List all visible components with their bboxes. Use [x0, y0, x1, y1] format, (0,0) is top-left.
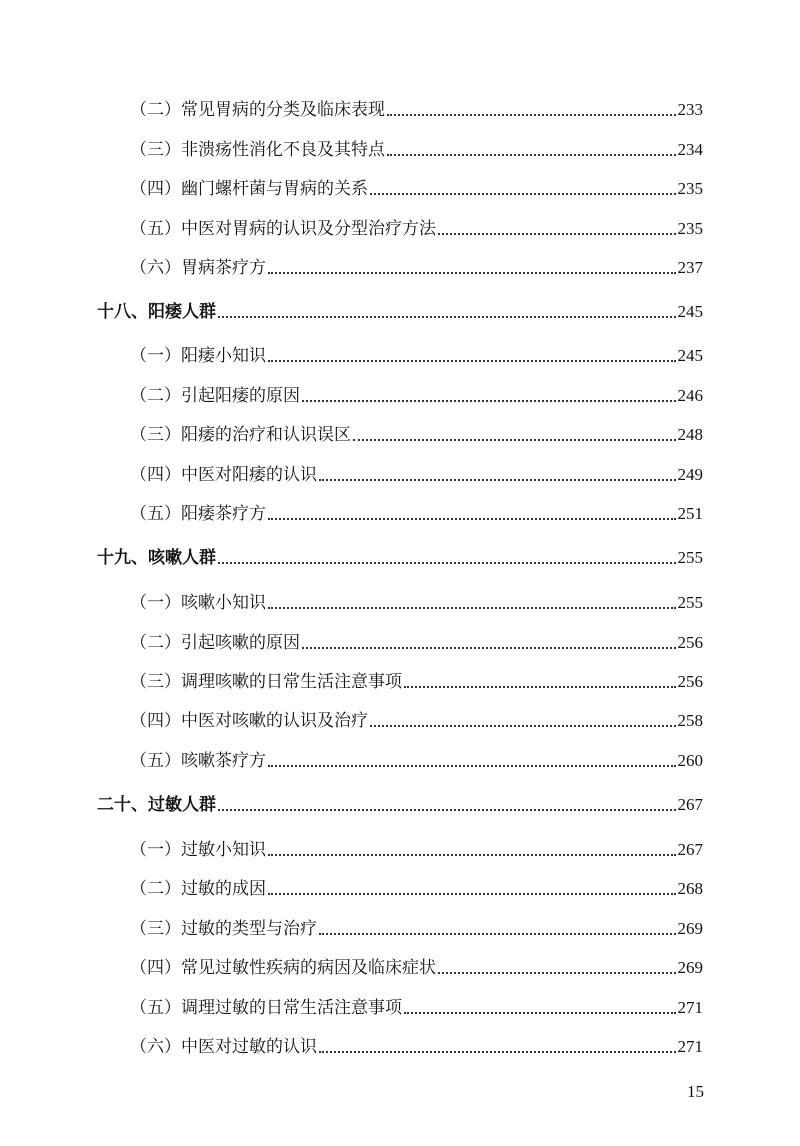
toc-entry-title: （二）引起阳痿的原因 — [130, 386, 300, 406]
toc-entry-page: 256 — [677, 672, 703, 691]
dot-leader — [302, 647, 676, 649]
toc-entry-page: 269 — [677, 919, 703, 938]
dot-leader — [268, 854, 676, 856]
toc-entry — [130, 176, 703, 202]
toc-entry-title: （二）常见胃病的分类及临床表现 — [130, 100, 385, 120]
dot-leader — [268, 272, 676, 274]
toc-entry-title: （六）胃病茶疗方 — [130, 258, 266, 278]
toc-entry-title: （一）咳嗽小知识 — [130, 593, 266, 613]
toc-entry — [130, 748, 703, 774]
toc-entry — [130, 630, 703, 656]
toc-entry — [130, 462, 703, 488]
toc-entry — [130, 916, 703, 942]
toc-entry-page: 246 — [677, 386, 703, 405]
toc-entry-page: 234 — [677, 140, 703, 159]
toc-entry — [130, 876, 703, 902]
toc-entry-title: （四）中医对咳嗽的认识及治疗 — [130, 711, 368, 731]
toc-entry-title: （一）阳痿小知识 — [130, 346, 266, 366]
dot-leader — [404, 1012, 676, 1014]
toc-chapter-title: 十九、咳嗽人群 — [97, 548, 216, 568]
toc-entry-page: 235 — [677, 179, 703, 198]
toc-chapter-title: 二十、过敏人群 — [97, 795, 216, 815]
toc-chapter-page: 267 — [677, 795, 703, 814]
toc-entry — [130, 216, 703, 242]
toc-entry — [130, 501, 703, 527]
dot-leader — [438, 233, 676, 235]
toc-entry — [130, 669, 703, 695]
toc-chapter — [97, 792, 703, 818]
toc-entry-page: 249 — [677, 465, 703, 484]
toc-entry-title: （四）常见过敏性疾病的病因及临床症状 — [130, 958, 436, 978]
toc-entry — [130, 422, 703, 448]
toc-entry-title: （一）过敏小知识 — [130, 840, 266, 860]
toc-entry-title: （五）咳嗽茶疗方 — [130, 751, 266, 771]
dot-leader — [268, 765, 676, 767]
toc-entry — [130, 708, 703, 734]
toc-chapter-page: 255 — [677, 548, 703, 567]
dot-leader — [268, 893, 676, 895]
page-number: 15 — [687, 1082, 704, 1101]
toc-entry — [130, 1034, 703, 1060]
dot-leader — [218, 316, 676, 318]
toc-entry — [130, 995, 703, 1021]
toc-entry-page: 233 — [677, 100, 703, 119]
dot-leader — [268, 607, 676, 609]
toc-entry — [130, 97, 703, 123]
toc-entry-page: 271 — [677, 1037, 703, 1056]
toc-entry — [130, 137, 703, 163]
toc-entry-page: 267 — [677, 840, 703, 859]
dot-leader — [319, 1051, 676, 1053]
toc-entry-title: （六）中医对过敏的认识 — [130, 1037, 317, 1057]
toc-entry-page: 235 — [677, 219, 703, 238]
toc-entry — [130, 255, 703, 281]
toc-entry — [130, 955, 703, 981]
dot-leader — [319, 479, 676, 481]
toc-entry — [130, 590, 703, 616]
toc-chapter-page: 245 — [677, 302, 703, 321]
toc-entry-page: 258 — [677, 711, 703, 730]
toc-entry-title: （二）引起咳嗽的原因 — [130, 633, 300, 653]
toc-entry-page: 251 — [677, 504, 703, 523]
toc-entry-page: 255 — [677, 593, 703, 612]
dot-leader — [387, 114, 676, 116]
toc-entry-title: （三）调理咳嗽的日常生活注意事项 — [130, 672, 402, 692]
dot-leader — [438, 972, 676, 974]
toc-entry-title: （四）幽门螺杆菌与胃病的关系 — [130, 179, 368, 199]
toc-chapter — [97, 545, 703, 571]
toc-entry-page: 268 — [677, 879, 703, 898]
toc-entry-page: 269 — [677, 958, 703, 977]
toc-entry-title: （四）中医对阳痿的认识 — [130, 465, 317, 485]
toc-entry-page: 237 — [677, 258, 703, 277]
dot-leader — [218, 809, 676, 811]
toc-entry-title: （五）阳痿茶疗方 — [130, 504, 266, 524]
toc-entry-page: 245 — [677, 346, 703, 365]
toc-entry-title: （二）过敏的成因 — [130, 879, 266, 899]
dot-leader — [370, 193, 676, 195]
dot-leader — [387, 154, 676, 156]
dot-leader — [404, 686, 676, 688]
dot-leader — [268, 360, 676, 362]
toc-entry-title: （三）非溃疡性消化不良及其特点 — [130, 140, 385, 160]
toc-chapter-title: 十八、阳痿人群 — [97, 302, 216, 322]
toc-entry-page: 271 — [677, 998, 703, 1017]
toc-chapter — [97, 299, 703, 325]
toc-entry-page: 248 — [677, 425, 703, 444]
toc-entry — [130, 383, 703, 409]
toc-entry — [130, 343, 703, 369]
dot-leader — [319, 933, 676, 935]
dot-leader — [370, 725, 676, 727]
dot-leader — [268, 518, 676, 520]
toc-entry-title: （三）过敏的类型与治疗 — [130, 919, 317, 939]
dot-leader — [302, 400, 676, 402]
toc-entry-page: 260 — [677, 751, 703, 770]
dot-leader — [218, 562, 676, 564]
toc-entry-title: （五）调理过敏的日常生活注意事项 — [130, 998, 402, 1018]
toc-entry-title: （三）阳痿的治疗和认识误区 — [130, 425, 351, 445]
dot-leader — [353, 439, 676, 441]
toc-entry — [130, 837, 703, 863]
toc-entry-page: 256 — [677, 633, 703, 652]
toc-entry-title: （五）中医对胃病的认识及分型治疗方法 — [130, 219, 436, 239]
